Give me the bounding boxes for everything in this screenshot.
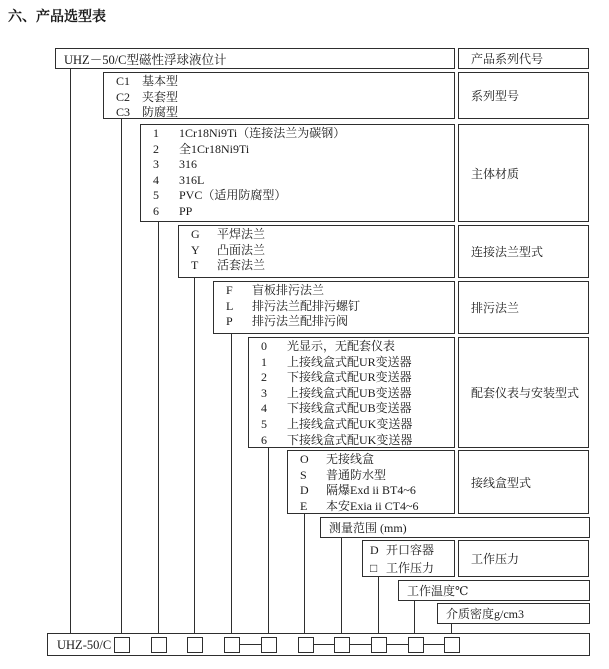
option-row (249, 370, 454, 386)
drop-line-connect-flange (194, 278, 195, 637)
density-box (437, 603, 590, 624)
junction-box-box (287, 450, 455, 514)
drop-line-range (341, 538, 342, 637)
square-connector (387, 644, 408, 645)
option-text: 排污法兰配排污阀 (252, 314, 349, 329)
square-connector (314, 644, 334, 645)
option-text: 上接线盒式配UK变送器 (287, 416, 413, 431)
option-row (179, 243, 454, 259)
option-text: 下接线盒式配UK变送器 (287, 432, 413, 447)
option-text: 夹套型 (142, 89, 179, 104)
option-code: 2 (153, 141, 159, 156)
option-code: P (226, 314, 233, 329)
option-text: 光显示，无配套仪表 (287, 339, 396, 353)
option-row (179, 258, 454, 274)
option-text: 上接线盒式配UB变送器 (287, 385, 412, 400)
option-row (214, 314, 454, 330)
option-code: C1 (116, 74, 131, 88)
model-title-text: UHZ－50/C型磁性浮球液位计 (64, 52, 227, 67)
code-square-7 (334, 637, 350, 653)
temperature-text: 工作温度℃ (407, 584, 469, 598)
option-code: E (300, 498, 308, 513)
label-instrument (458, 337, 589, 448)
option-text: 全1Cr18Ni9Ti (179, 141, 250, 156)
code-square-2 (151, 637, 167, 653)
option-row (249, 417, 454, 433)
label-text: 主体材质 (471, 166, 520, 181)
square-connector (424, 644, 444, 645)
option-code: C2 (116, 89, 131, 104)
option-row (104, 74, 454, 90)
option-text: 盲板排污法兰 (252, 283, 325, 297)
option-row (141, 204, 454, 220)
square-connector (240, 644, 261, 645)
measuring-range-text: 测量范围 (mm) (329, 521, 407, 535)
label-series-type (458, 72, 589, 119)
drop-line-material (158, 222, 159, 637)
material-box (140, 124, 455, 222)
code-square-10 (444, 637, 460, 653)
option-text: 普通防水型 (326, 467, 387, 482)
option-code: 1 (153, 126, 159, 140)
drain-flange-box (213, 281, 455, 334)
bottom-bar-prefix: UHZ-50/C (57, 638, 112, 652)
option-text: 无接线盒 (326, 452, 375, 466)
label-text: 产品系列代号 (471, 52, 544, 66)
option-code: O (300, 452, 309, 466)
option-row (288, 499, 454, 515)
option-row (179, 227, 454, 243)
option-text: 隔爆Exd ii BT4~6 (326, 483, 416, 498)
connect-flange-box (178, 225, 455, 278)
drop-line-instrument (268, 448, 269, 637)
temperature-box (398, 580, 590, 601)
option-row (249, 339, 454, 355)
option-code: C3 (116, 105, 131, 120)
option-row (363, 560, 454, 578)
label-drain-flange (458, 281, 589, 334)
option-text: 基本型 (142, 74, 179, 88)
option-row (249, 386, 454, 402)
option-row (214, 283, 454, 299)
label-text: 系列型号 (471, 89, 520, 103)
label-text: 排污法兰 (471, 301, 520, 315)
option-row (141, 126, 454, 142)
option-row (104, 90, 454, 106)
option-text: 工作压力 (386, 560, 435, 575)
option-row (249, 433, 454, 449)
option-text: 1Cr18Ni9Ti（连接法兰为碳钢） (179, 126, 346, 140)
label-pressure (458, 540, 589, 577)
label-connect-flange (458, 225, 589, 278)
series-type-box (103, 72, 455, 119)
code-square-3 (187, 637, 203, 653)
option-text: 下接线盒式配UR变送器 (287, 370, 412, 385)
option-code: G (191, 227, 200, 241)
option-text: 316L (179, 172, 205, 187)
measuring-range-box (320, 517, 590, 538)
label-product-series-code (458, 48, 589, 69)
drop-line-series (121, 119, 122, 637)
option-text: 排污法兰配排污螺钉 (252, 298, 361, 313)
option-row (288, 452, 454, 468)
option-row (141, 173, 454, 189)
option-row (288, 483, 454, 499)
label-material (458, 124, 589, 222)
option-row (141, 157, 454, 173)
option-code: D (370, 543, 379, 557)
code-square-1 (114, 637, 130, 653)
option-code: L (226, 298, 234, 313)
option-code: 1 (261, 354, 267, 369)
option-code: Y (191, 242, 200, 257)
option-text: PVC（适用防腐型） (179, 188, 287, 203)
option-code: □ (370, 560, 378, 575)
option-text: 316 (179, 157, 197, 172)
label-text: 工作压力 (471, 552, 520, 566)
option-text: 活套法兰 (217, 258, 266, 273)
option-code: 6 (261, 432, 267, 447)
option-text: 凸面法兰 (217, 242, 266, 257)
option-row (249, 401, 454, 417)
instrument-box (248, 337, 455, 448)
option-code: 3 (261, 385, 267, 400)
option-row (363, 542, 454, 560)
option-code: 3 (153, 157, 159, 172)
drop-line-pressure (378, 577, 379, 637)
code-square-9 (408, 637, 424, 653)
option-code: 6 (153, 203, 159, 218)
option-text: 上接线盒式配UR变送器 (287, 354, 412, 369)
option-code: 4 (261, 401, 267, 416)
code-square-6 (298, 637, 314, 653)
label-text: 连接法兰型式 (471, 245, 544, 259)
option-text: PP (179, 203, 193, 218)
option-code: T (191, 258, 199, 273)
label-text: 配套仪表与安装型式 (471, 386, 580, 400)
pressure-box (362, 540, 455, 577)
option-row (141, 188, 454, 204)
label-junction-box (458, 450, 589, 514)
option-code: D (300, 483, 309, 498)
code-square-8 (371, 637, 387, 653)
bottom-bar (47, 633, 590, 656)
drop-line-junction (304, 514, 305, 637)
drop-line-drain-flange (231, 334, 232, 637)
drop-line-model (70, 69, 71, 633)
option-text: 本安Exia ii CT4~6 (326, 498, 419, 513)
code-square-4 (224, 637, 240, 653)
page-title: 六、产品选型表 (8, 8, 106, 24)
option-code: F (226, 283, 233, 297)
option-row (249, 355, 454, 371)
option-code: 5 (261, 416, 267, 431)
density-text: 介质密度g/cm3 (446, 607, 524, 621)
square-connector (350, 644, 371, 645)
label-text: 接线盒型式 (471, 475, 532, 490)
option-code: 2 (261, 370, 267, 385)
option-row (104, 105, 454, 121)
option-text: 防腐型 (142, 105, 179, 120)
option-code: 0 (261, 339, 267, 353)
option-row (214, 299, 454, 315)
option-text: 下接线盒式配UB变送器 (287, 401, 412, 416)
model-title-box (55, 48, 455, 69)
code-square-5 (261, 637, 277, 653)
option-row (141, 142, 454, 158)
option-code: 5 (153, 188, 159, 203)
option-code: 4 (153, 172, 159, 187)
option-text: 开口容器 (386, 543, 435, 557)
option-text: 平焊法兰 (217, 227, 266, 241)
option-code: S (300, 467, 307, 482)
drop-line-temperature (414, 601, 415, 637)
option-row (288, 468, 454, 484)
